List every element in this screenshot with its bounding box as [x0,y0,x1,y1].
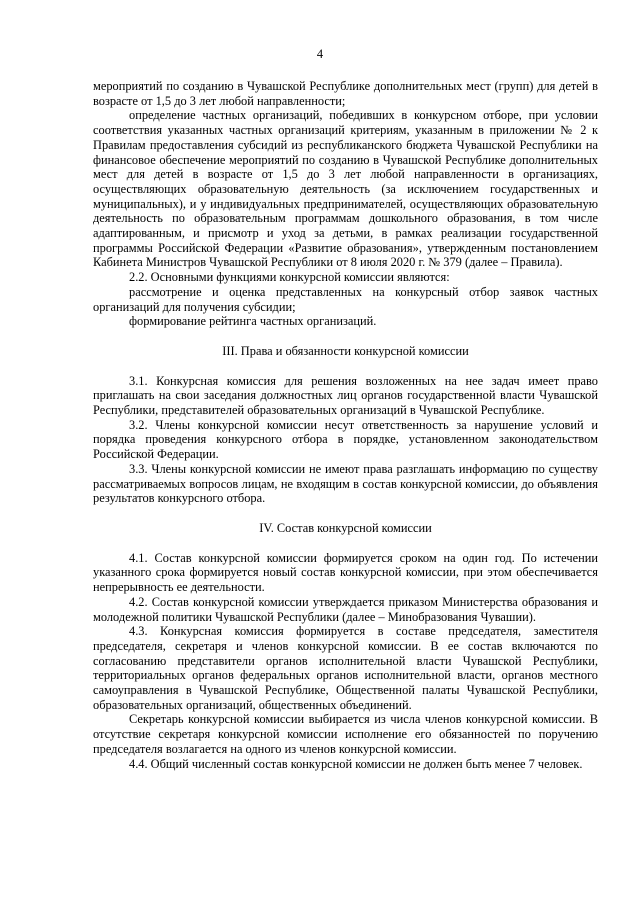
paragraph: мероприятий по созданию в Чувашской Республике дополнительных мест (групп) для детей в возрасте от 1,5 до 3 лет любой направленности; [93,79,598,108]
paragraph: определение частных организаций, победивших в конкурсном отборе, при условии соответствия указанных частных организаций критериям, указанным в приложении № 2 к Правилам предоставления субсидий из республиканского бюджета Чувашской Республики на финансовое обеспечение мероприятий по созданию в Чувашской Республике дополнительных мест для детей в возрасте от 1,5 до 3 лет любой направленности в организациях, осуществляющих образовательную деятельность (за исключением государственных и муниципальных), и у индивидуальных предпринимателей, осуществляющих образовательную деятельность по образовательным программам дошкольного образования, в том числе адаптированным, и присмотр и уход за детьми, в рамках реализации государственной программы Российской Федерации «Развитие образования», утвержденным постановлением Кабинета Министров Чувашской Республики от 8 июля 2020 г. № 379 (далее – Правила). [93,108,598,270]
page-number: 4 [316,47,324,61]
paragraph: 4.3. Конкурсная комиссия формируется в составе председателя, заместителя председателя, секретаря и членов конкурсной комиссии. В ее состав включаются по согласованию представители органов исполнительной власти Чувашской Республики, территориальных органов федеральных органов исполнительной власти, органов местного самоуправления в Чувашской Республике, Общественной палаты Чувашской Республики, образовательных организаций, общественных объединений. [93,624,598,712]
document-body [93,79,598,771]
paragraph: Секретарь конкурсной комиссии выбирается из числа членов конкурсной комиссии. В отсутствие секретаря конкурсной комиссии исполнение его обязанностей по поручению председателя возлагается на одного из членов конкурсной комиссии. [93,712,598,756]
section-title: IV. Состав конкурсной комиссии [259,520,432,535]
paragraph: 3.2. Члены конкурсной комиссии несут ответственность за нарушение условий и порядка проведения конкурсного отбора в порядке, установленном законодательством Российской Федерации. [93,417,598,462]
paragraph: 4.1. Состав конкурсной комиссии формируется сроком на один год. По истечении указанного срока формируется новый состав конкурсной комиссии, при этом обеспечивается непрерывность ее деятельности. [93,550,598,595]
paragraph: 3.3. Члены конкурсной комиссии не имеют права разглашать информацию по существу рассматриваемых вопросов лицам, не входящим в состав конкурсной комиссии, до объявления результатов конкурсного отбора. [93,461,598,506]
section-title: III. Права и обязанности конкурсной комиссии [222,343,469,358]
paragraph: 4.2. Состав конкурсной комиссии утверждается приказом Министерства образования и молодежной политики Чувашской Республики (далее – Минобразования Чувашии). [93,594,598,624]
paragraph: 4.4. Общий численный состав конкурсной комиссии не должен быть менее 7 человек. [129,756,583,771]
paragraph: 2.2. Основными функциями конкурсной комиссии являются: [129,270,450,285]
paragraph: 3.1. Конкурсная комиссия для решения возложенных на нее задач имеет право приглашать на свои заседания должностных лиц органов государственной власти Чувашской Республики, представителей образовательных организаций в Чувашской Республике. [93,373,598,418]
paragraph: рассмотрение и оценка представленных на конкурсный отбор заявок частных организаций для получения субсидии; [93,284,598,314]
paragraph: формирование рейтинга частных организаций. [129,314,377,329]
